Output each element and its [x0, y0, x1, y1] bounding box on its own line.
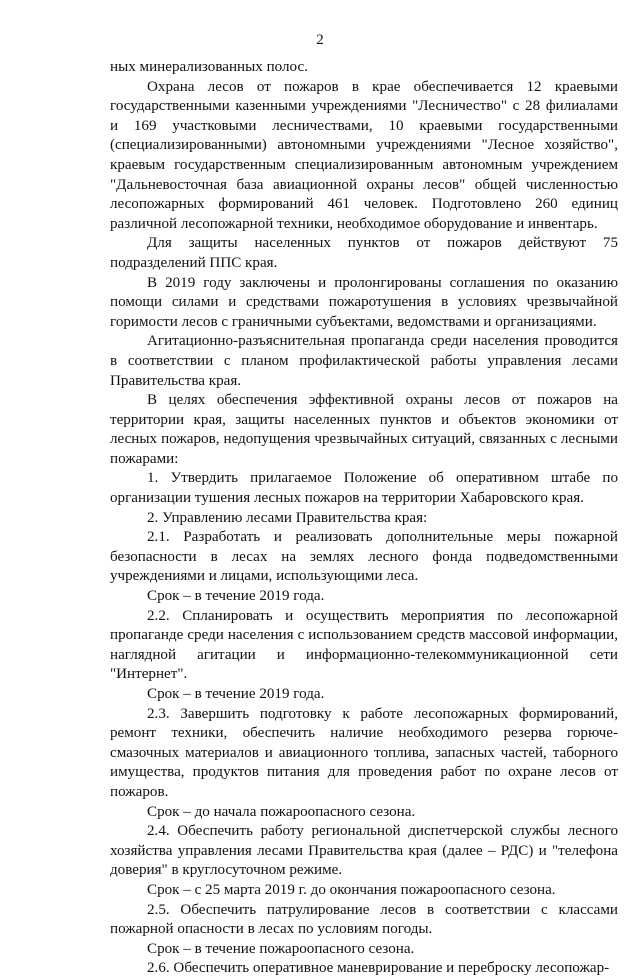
- item-2-6: 2.6. Обеспечить оперативное маневрирование и переброску лесопожар-: [147, 960, 610, 977]
- page-number: 2: [316, 32, 324, 48]
- deadline-2-2: Срок – в течение 2019 года.: [147, 686, 325, 702]
- item-2-4: 2.4. Обеспечить работу региональной диспетчерской службы лесного хозяйства управления лесами Правительства края (далее – РДС) и "телефона доверия" в круглосуточном режиме.: [110, 823, 618, 879]
- paragraph-forest-protection-institutions: Охрана лесов от пожаров в крае обеспечивается 12 краевыми государственными казенными учреждениями "Лесничество" с 28 филиалами и 169 участковыми лесничествами, 10 краевыми государственными (специализированными) автономными учреждениями "Лесное хозяйство", краевым государственным специализированным автономным учреждением "Дальневосточная база авиационной охраны лесов" общей численностью лесопожарных формирований 461 человек. Подготовлено 260 единиц различной лесопожарной техники, необходимое оборудование и инвентарь.: [110, 78, 618, 232]
- paragraph-continuation: ных минерализованных полос.: [110, 59, 308, 75]
- item-2-2: 2.2. Спланировать и осуществить мероприятия по лесопожарной пропаганде среди населения с использованием средств массовой информации, наглядной агитации и информационно-телекоммуникационной сети "Интернет".: [110, 607, 618, 683]
- document-body: [110, 58, 618, 979]
- item-2-3: 2.3. Завершить подготовку к работе лесопожарных формирований, ремонт техники, обеспечить наличие необходимого резерва горюче-смазочных материалов и авиационного топлива, запасных частей, таборного имущества, продуктов питания для проведения работ по охране лесов от пожаров.: [110, 705, 618, 800]
- item-1: 1. Утвердить прилагаемое Положение об оперативном штабе по организации тушения лесных пожаров на территории Хабаровского края.: [110, 470, 618, 507]
- paragraph-agreements: В 2019 году заключены и пролонгированы соглашения по оказанию помощи силами и средствами пожаротушения в условиях чрезвычайной горимости лесов с граничными субъектами, ведомствами и организациями.: [110, 274, 618, 330]
- deadline-2-4: Срок – с 25 марта 2019 г. до окончания пожароопасного сезона.: [147, 881, 556, 898]
- paragraph-settlement-protection: Для защиты населенных пунктов от пожаров действуют 75 подразделений ППС края.: [110, 235, 618, 271]
- item-2-1: 2.1. Разработать и реализовать дополнительные меры пожарной безопасности в лесах на землях лесного фонда подведомственными учреждениями и лицами, использующими леса.: [110, 529, 618, 585]
- item-2-5: 2.5. Обеспечить патрулирование лесов в соответствии с классами пожарной опасности в лесах по условиям погоды.: [110, 901, 618, 938]
- deadline-2-5: Срок – в течение пожароопасного сезона.: [147, 940, 415, 957]
- deadline-2-3: Срок – до начала пожароопасного сезона.: [147, 803, 416, 820]
- paragraph-propaganda: Агитационно-разъяснительная пропаганда среди населения проводится в соответствии с планом профилактической работы управления лесами Правительства края.: [110, 333, 618, 389]
- paragraph-purpose: В целях обеспечения эффективной охраны лесов от пожаров на территории края, защиты населенных пунктов и объектов экономики от лесных пожаров, недопущения чрезвычайных ситуаций, связанных с лесными пожарами:: [110, 392, 618, 467]
- item-2: 2. Управлению лесами Правительства края:: [147, 509, 428, 526]
- deadline-2-1: Срок – в течение 2019 года.: [147, 588, 325, 605]
